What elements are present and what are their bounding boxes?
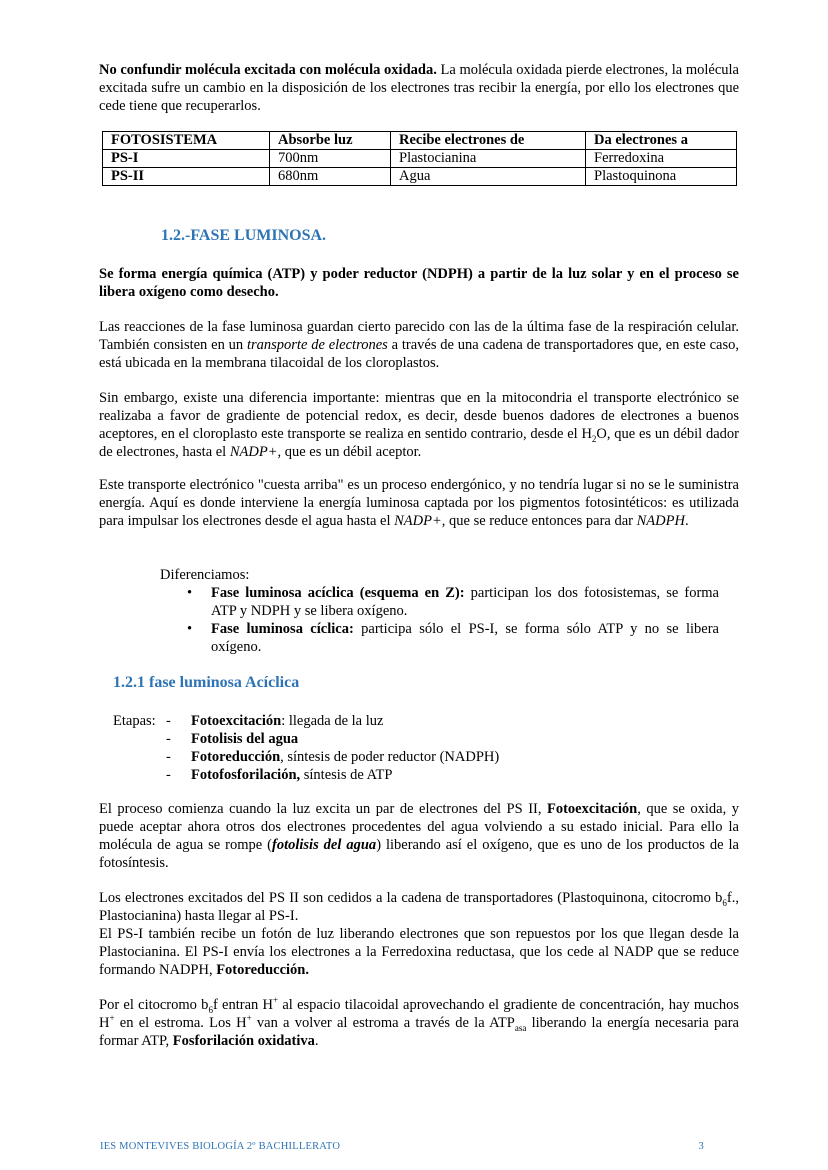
p3-text-b: , que se reduce entonces para dar [441, 513, 637, 529]
table-cell: Agua [391, 168, 586, 186]
p7-bold: Fosforilación oxidativa [172, 1033, 315, 1049]
table-cell: PS-II [103, 168, 270, 186]
p5-text-a: Los electrones excitados del PS II son cedidos a la cadena de transportadores (Plastoquinona, citocromo b [99, 890, 723, 906]
p2-text-a: Sin embargo, existe una diferencia importante: mientras que en la mitocondria el transporte electrónico se realizaba a favor de gradiente de potencial redox, es decir, desde buenos dadores de electrones a buenos aceptores, en el cloroplasto este transporte se realiza en sentido contrario, desde el H [99, 390, 739, 442]
p7-superscript: + [273, 995, 279, 1006]
table-header-cell: Recibe electrones de [391, 132, 586, 150]
bullet-bold: Fase luminosa acíclica (esquema en Z): [211, 585, 465, 601]
table-header-cell: Absorbe luz [270, 132, 391, 150]
table-cell: Plastocianina [391, 150, 586, 168]
footer-text: IES MONTEVIVES BIOLOGÍA 2º BACHILLERATO [100, 1141, 341, 1152]
p4-text-c: ) liberando así el oxígeno, que es uno de los productos de la fotosíntesis. [99, 837, 739, 871]
dash-icon: - [166, 713, 171, 729]
p4-bold-italic: fotolisis del agua [271, 837, 377, 853]
bullet-bold: Fase luminosa cíclica: [211, 621, 354, 637]
dash-icon: - [166, 767, 171, 783]
diferenciamos-label: Diferenciamos: [160, 567, 250, 583]
table-cell: 700nm [270, 150, 391, 168]
etapa-text: síntesis de ATP [300, 767, 393, 783]
p7-text: liberando la energía necesaria para formar ATP, [99, 1015, 739, 1049]
photosystem-table [102, 131, 737, 186]
list-item [187, 620, 719, 656]
table-cell: Ferredoxina [586, 150, 737, 168]
p6-text-a: El PS-I también recibe un fotón de luz liberando electrones que son repuestos por los que llegan desde la Plastocianina. El PS-I envía los electrones a la Ferredoxina reductasa, que los cede al NADP que se reduce formando NADPH, [99, 926, 739, 978]
p4-bold: Fotoexcitación [547, 801, 638, 817]
p2-italic: NADP+ [229, 444, 278, 460]
p7-text: en el estroma. Los H [114, 1015, 247, 1031]
table-cell: Plastoquinona [586, 168, 737, 186]
paragraph-3 [99, 476, 739, 530]
p2-subscript: 2 [591, 433, 597, 444]
bullet-icon: • [187, 585, 193, 601]
section-heading-fase-luminosa: 1.2.-FASE LUMINOSA. [161, 227, 327, 244]
p7-superscript: + [246, 1013, 252, 1024]
paragraph-2 [99, 389, 739, 461]
etapas-label: Etapas: [113, 713, 156, 729]
p7-text: al espacio tilacoidal aprovechando el gradiente de concentración, hay muchos H [99, 997, 739, 1031]
intro-paragraph [99, 61, 739, 115]
table-cell: PS-I [103, 150, 270, 168]
p5-text-b: f., Plastocianina) hasta llegar al PS-I. [99, 890, 739, 924]
etapa-bold: Fotoexcitación [191, 713, 282, 729]
bullet-list [187, 584, 719, 656]
p7-text: Por el citocromo b [99, 997, 209, 1013]
p7-superscript: + [109, 1013, 115, 1024]
page-footer [100, 1141, 704, 1152]
etapa-bold: Fotofosforilación, [191, 767, 301, 783]
etapa-text: : llegada de la luz [281, 713, 384, 729]
p1-text-b: a través de una cadena de transportadores que, en este caso, está ubicada en la membrana tilacoidal de los cloroplastos. [99, 337, 739, 371]
dash-icon: - [166, 731, 171, 747]
summary-text: Se forma energía química (ATP) y poder reductor (NDPH) a partir de la luz solar y en el proceso se libera oxígeno como desecho. [99, 266, 739, 300]
p7-subscript: 6 [208, 1004, 213, 1015]
paragraph-4 [99, 800, 739, 872]
paragraph-1 [99, 318, 739, 372]
page-number: 3 [698, 1141, 704, 1152]
p7-text: f entran H [212, 997, 273, 1013]
p5-subscript: 6 [722, 897, 727, 908]
etapa-bold: Fotolisis del agua [191, 731, 299, 747]
p3-italic-1: NADP+ [394, 513, 442, 529]
table-row [103, 150, 737, 168]
p1-text-a: Las reacciones de la fase luminosa guardan cierto parecido con las de la última fase de la respiración celular. También consisten en un [99, 319, 739, 353]
p7-text: . [314, 1033, 319, 1049]
p3-text-a: Este transporte electrónico "cuesta arriba" es un proceso endergónico, y no tendría lugar si no se le suministra energía. Aquí es donde interviene la energía luminosa captada por los pigmentos fotosintéticos: es utilizada para impulsar los electrones desde el agua hasta el [99, 477, 739, 529]
table-header-cell: Da electrones a [586, 132, 737, 150]
intro-rest: La molécula oxidada pierde electrones, la molécula excitada sufre un cambio en la disposición de los electrones tras recibir la energía, por ello los electrones que cede tiene que recuperarlos. [99, 62, 739, 114]
p3-italic-2: NADPH [636, 513, 685, 529]
p4-text-a: El proceso comienza cuando la luz excita un par de electrones del PS II, [99, 801, 547, 817]
section-summary [99, 265, 739, 301]
intro-bold: No confundir molécula excitada con molécula oxidada. [99, 62, 437, 78]
p3-text-c: . [684, 513, 689, 529]
p6-bold: Fotoreducción. [216, 962, 309, 978]
table-row [103, 168, 737, 186]
p7-text: van a volver al estroma a través de la ATP [251, 1015, 515, 1031]
p2-text-c: , que es un débil aceptor. [277, 444, 422, 460]
section-heading-aciclica: 1.2.1 fase luminosa Acíclica [113, 674, 300, 691]
p4-text-b: , que se oxida, y puede aceptar ahora otros dos electrones procedentes del agua volviendo a su estado inicial. Para ello la molécula de agua se rompe ( [99, 801, 739, 853]
etapa-bold: Fotoreducción [191, 749, 281, 765]
p7-subscript: asa [514, 1022, 527, 1033]
paragraph-7 [99, 996, 739, 1050]
bullet-text: participa sólo el PS-I, se forma sólo ATP y no se libera oxígeno. [211, 621, 719, 655]
p1-italic: transporte de electrones [246, 337, 388, 353]
table-header-cell: FOTOSISTEMA [103, 132, 270, 150]
list-item [113, 712, 384, 730]
p2-text-b: O, que es un débil dador de electrones, hasta el [99, 426, 739, 460]
list-item [187, 584, 719, 620]
bullet-text: participan los dos fotosistemas, se forma ATP y NDPH y se libera oxígeno. [211, 585, 719, 619]
bullet-icon: • [187, 621, 193, 637]
table-cell: 680nm [270, 168, 391, 186]
paragraph-5 [99, 889, 739, 979]
etapa-text: , síntesis de poder reductor (NADPH) [280, 749, 500, 765]
dash-icon: - [166, 749, 171, 765]
table-header-row [103, 132, 737, 150]
